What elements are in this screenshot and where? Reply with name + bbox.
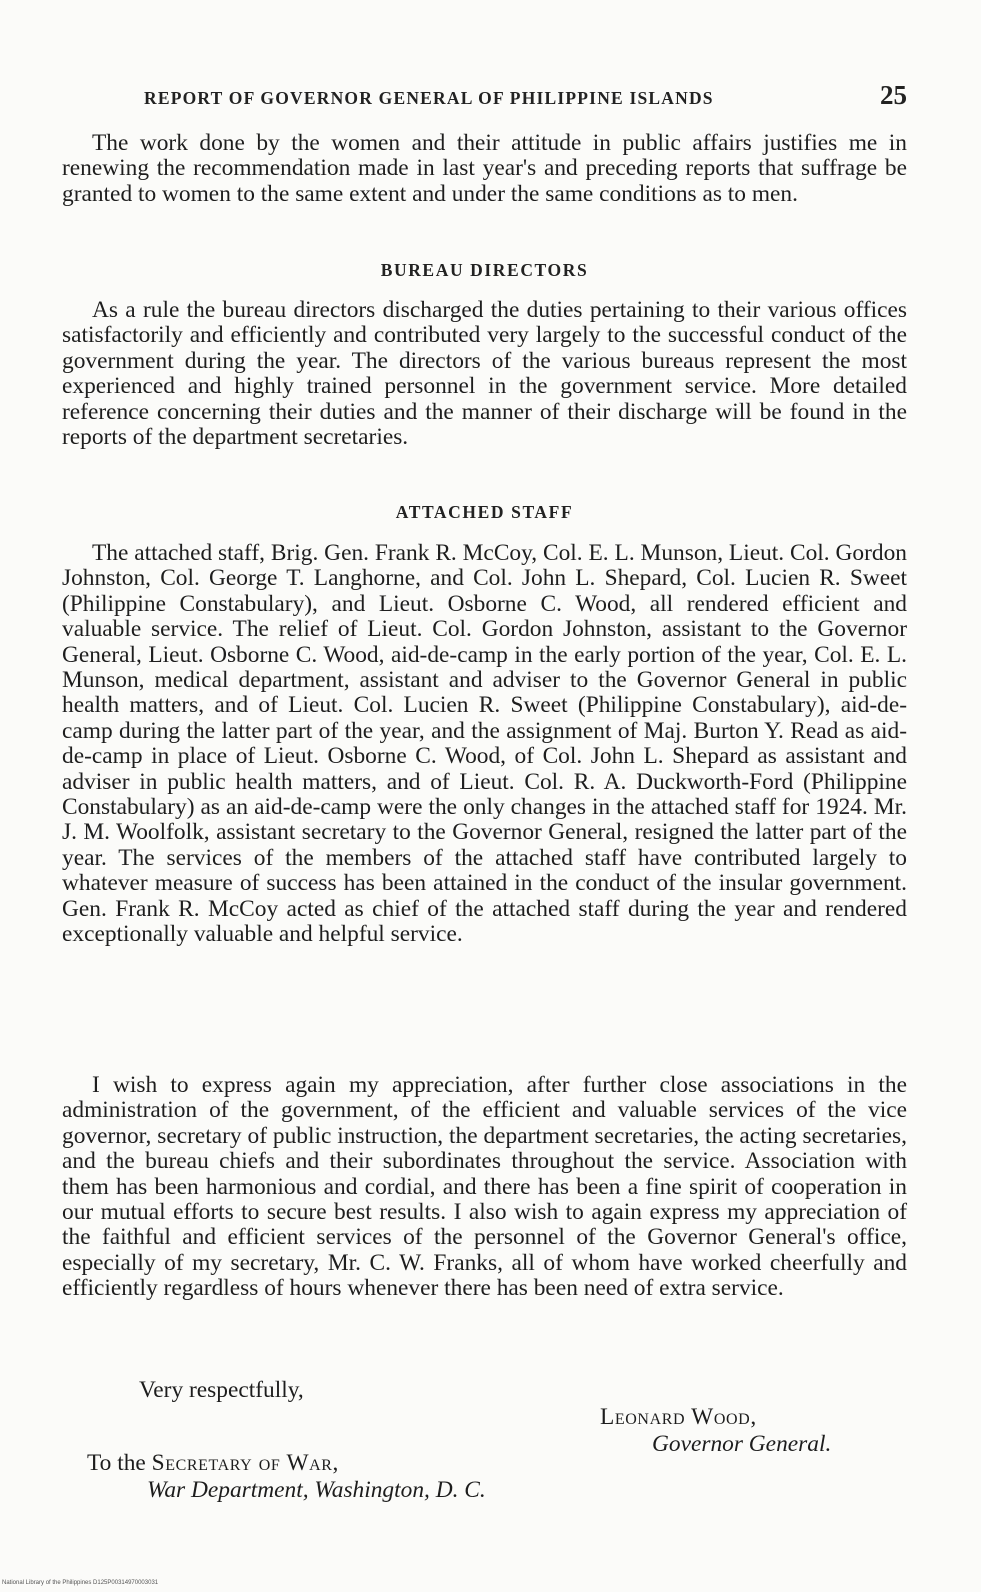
- heading-bureau-directors: BUREAU DIRECTORS: [380, 260, 589, 280]
- heading-attached-staff: ATTACHED STAFF: [395, 502, 574, 522]
- address-department: War Department, Washington, D. C.: [147, 1477, 486, 1503]
- page-header: [62, 80, 907, 111]
- address-prefix: To the: [87, 1450, 146, 1476]
- signature-block: [600, 1404, 831, 1458]
- paragraph-text: The attached staff, Brig. Gen. Frank R. McCoy, Col. E. L. Munson, Lieut. Col. Gordon Johnston, Col. George T. Langhorne, and Col. John L. Shepard, Col. Lucien R. Sweet (Philippine Constabulary), and Lieut. Osborne C. Wood, all rendered efficient and valuable service. The relief of Lieut. Col. Gordon Johnston, assistant to the Governor General, Lieut. Osborne C. Wood, aid-de-camp in the early portion of the year, Col. E. L. Munson, medical department, assistant and adviser to the Governor General in public health matters, and of Lieut. Col. Lucien R. Sweet (Philippine Constabulary), aid-de-camp during the latter part of the year, and the assignment of Maj. Burton Y. Read as aid-de-camp in place of Lieut. Osborne C. Wood, of Col. John L. Shepard as assistant and adviser in public health matters, and of Lieut. Col. R. A. Duckworth-Ford (Philippine Constabulary) as an aid-de-camp were the only changes in the attached staff for 1924. Mr. J. M. Woolfolk, assistant secretary to the Governor General, resigned the latter part of the year. The services of the members of the attached staff have contributed largely to whatever measure of success has been attained in the conduct of the insular government. Gen. Frank R. McCoy acted as chief of the attached staff during the year and rendered exceptionally valuable and helpful service.: [62, 540, 907, 948]
- signer-name: Leonard Wood,: [600, 1404, 757, 1430]
- running-title: REPORT OF GOVERNOR GENERAL OF PHILIPPINE ISLANDS: [144, 88, 714, 108]
- paragraph-suffrage: [62, 131, 907, 207]
- address-recipient-line: [87, 1450, 486, 1477]
- signer-title: Governor General.: [652, 1431, 832, 1457]
- paragraph-text: As a rule the bureau directors discharged the duties pertaining to their various offices satisfactorily and efficiently and contributed very largely to the successful conduct of the government during the year. The directors of the various bureaus represent the most experienced and highly trained personnel in the government service. More detailed reference concerning their duties and the manner of their discharge will be found in the reports of the department secretaries.: [62, 297, 907, 451]
- address-recipient: Secretary of War,: [151, 1450, 340, 1476]
- paragraph-attached-staff: [62, 541, 907, 948]
- paragraph-bureau-directors: [62, 298, 907, 450]
- paragraph-appreciation: [62, 1073, 907, 1302]
- address-block: [87, 1450, 486, 1504]
- paragraph-text: The work done by the women and their attitude in public affairs justifies me in renewing the recommendation made in last year's and preceding reports that suffrage be granted to women to the same extent and under the same conditions as to men.: [62, 130, 907, 207]
- archive-stamp: National Library of the Philippines D125P00314970003031: [2, 1580, 159, 1586]
- page-number: 25: [880, 80, 907, 110]
- valediction: Very respectfully,: [139, 1377, 304, 1403]
- paragraph-text: I wish to express again my appreciation, after further close associations in the administration of the government, of the efficient and valuable services of the vice governor, secretary of public instruction, the department secretaries, the acting secretaries, and the bureau chiefs and their subordinates throughout the service. Association with them has been harmonious and cordial, and there has been a fine spirit of cooperation in our mutual efforts to secure best results. I also wish to again express my appreciation of the faithful and efficient services of the personnel of the Governor General's office, especially of my secretary, Mr. C. W. Franks, all of whom have worked cheerfully and efficiently regardless of hours whenever there has been need of extra service.: [62, 1072, 907, 1302]
